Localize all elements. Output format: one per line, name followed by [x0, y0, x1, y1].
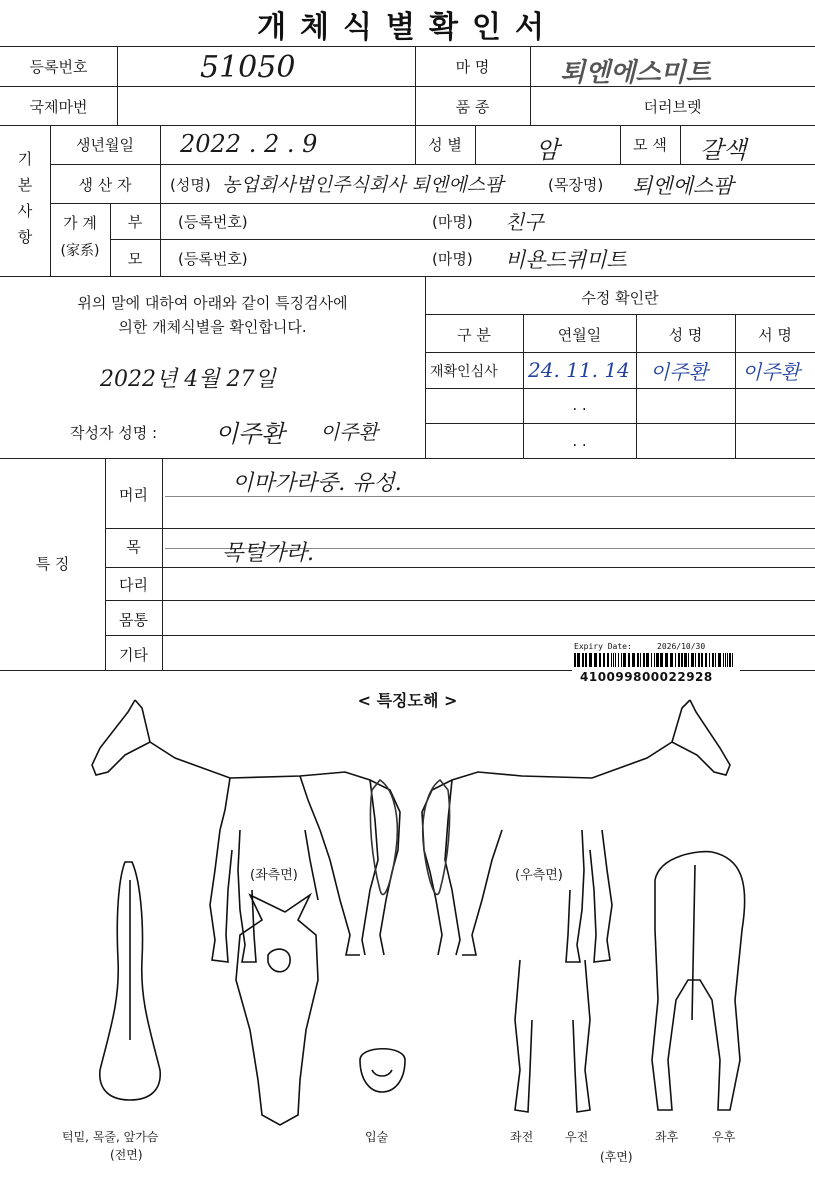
farm-value: 퇴엔에스팜 — [632, 174, 734, 198]
caption-rear-view: (후면) — [600, 1150, 633, 1164]
feature-value-head: 이마가라중. 유성. — [232, 471, 402, 496]
label-horse-name: 마 명 — [455, 58, 490, 76]
author-name: 이주환 — [215, 420, 285, 448]
sire-reg-prefix: (등록번호) — [178, 213, 248, 231]
label-author: 작성자 성명 : — [70, 424, 158, 442]
caption-left-fore: 좌전 — [510, 1130, 534, 1144]
features-section-label: 특 징 — [35, 555, 70, 573]
breed-value: 더러브렛 — [643, 98, 702, 116]
label-intl-no: 국제마번 — [29, 98, 88, 116]
feature-label-head: 머리 — [119, 486, 148, 504]
label-reg-no: 등록번호 — [29, 58, 88, 76]
label-lineage-hanja: (家系) — [60, 243, 100, 259]
label-color: 모 색 — [633, 136, 667, 154]
label-sire: 부 — [127, 213, 143, 231]
muzzle-icon — [360, 1049, 405, 1092]
label-birth: 생년월일 — [76, 136, 134, 154]
caption-muzzle: 입술 — [365, 1130, 389, 1144]
statement-line-2: 의한 개체식별을 확인합니다. — [118, 318, 307, 336]
dam-name-prefix: (마명) — [432, 250, 473, 268]
feature-label-neck: 목 — [126, 538, 141, 556]
feature-label-other: 기타 — [119, 646, 148, 664]
caption-left-side: (좌측면) — [250, 868, 298, 883]
caption-right-hind: 우후 — [712, 1130, 736, 1144]
caption-left-hind: 좌후 — [655, 1130, 679, 1144]
left-side-horse-icon — [92, 700, 400, 962]
sire-name-value: 친구 — [505, 210, 544, 234]
revision-col-name: 성 명 — [668, 326, 703, 344]
feature-label-body: 몸통 — [119, 611, 148, 629]
forelegs-icon — [515, 960, 590, 1112]
barcode-number: 410099800022928 — [580, 670, 713, 684]
producer-value: 농업회사법인주식회사 퇴엔에스팜 — [222, 174, 504, 196]
expiry-label: Expiry Date: — [574, 642, 632, 651]
revision-col-date: 연월일 — [557, 326, 602, 344]
color-value: 갈색 — [700, 136, 747, 164]
caption-front-parts: 턱밑, 목줄, 앞가슴 — [62, 1130, 159, 1144]
feature-label-legs: 다리 — [119, 576, 148, 594]
feature-value-neck: 목털가라. — [222, 541, 315, 566]
expiry-date: 2026/10/30 — [657, 642, 706, 651]
sex-value: 암 — [535, 136, 560, 164]
rear-view-horse-icon — [652, 852, 745, 1110]
revision-col-category: 구 분 — [457, 326, 491, 344]
revision-col-sign: 서 명 — [758, 326, 792, 344]
label-producer: 생 산 자 — [78, 176, 132, 194]
label-lineage: 가 계 — [63, 214, 97, 232]
label-dam: 모 — [127, 250, 143, 268]
statement-line-1: 위의 말에 대하여 아래와 같이 특징검사에 — [77, 294, 348, 312]
caption-right-side: (우측면) — [515, 868, 563, 883]
producer-prefix: (성명) — [170, 176, 211, 194]
sire-name-prefix: (마명) — [432, 213, 473, 231]
front-view-neck-icon — [100, 862, 160, 1100]
caption-front-view: (전면) — [110, 1148, 143, 1162]
document-title: 개체식별확인서 — [257, 10, 558, 45]
reg-no-value: 51050 — [200, 50, 296, 85]
horse-name-value: 퇴엔에스미트 — [560, 58, 711, 88]
author-signature: 이주환 — [320, 420, 378, 444]
right-side-horse-icon — [422, 700, 730, 962]
farm-prefix: (목장명) — [548, 176, 604, 194]
diagram-title: < 특징도해 > — [357, 691, 458, 710]
revision-header: 수정 확인란 — [581, 289, 659, 307]
label-sex: 성 별 — [428, 136, 462, 154]
confirm-date: 2022년 4월 27일 — [100, 367, 276, 392]
birth-value: 2022 . 2 . 9 — [180, 130, 318, 158]
caption-right-fore: 우전 — [565, 1130, 589, 1144]
dam-name-value: 비욘드퀴미트 — [505, 248, 627, 272]
dam-reg-prefix: (등록번호) — [178, 250, 248, 268]
label-breed: 품 종 — [455, 98, 490, 116]
front-view-head-icon — [236, 895, 318, 1125]
